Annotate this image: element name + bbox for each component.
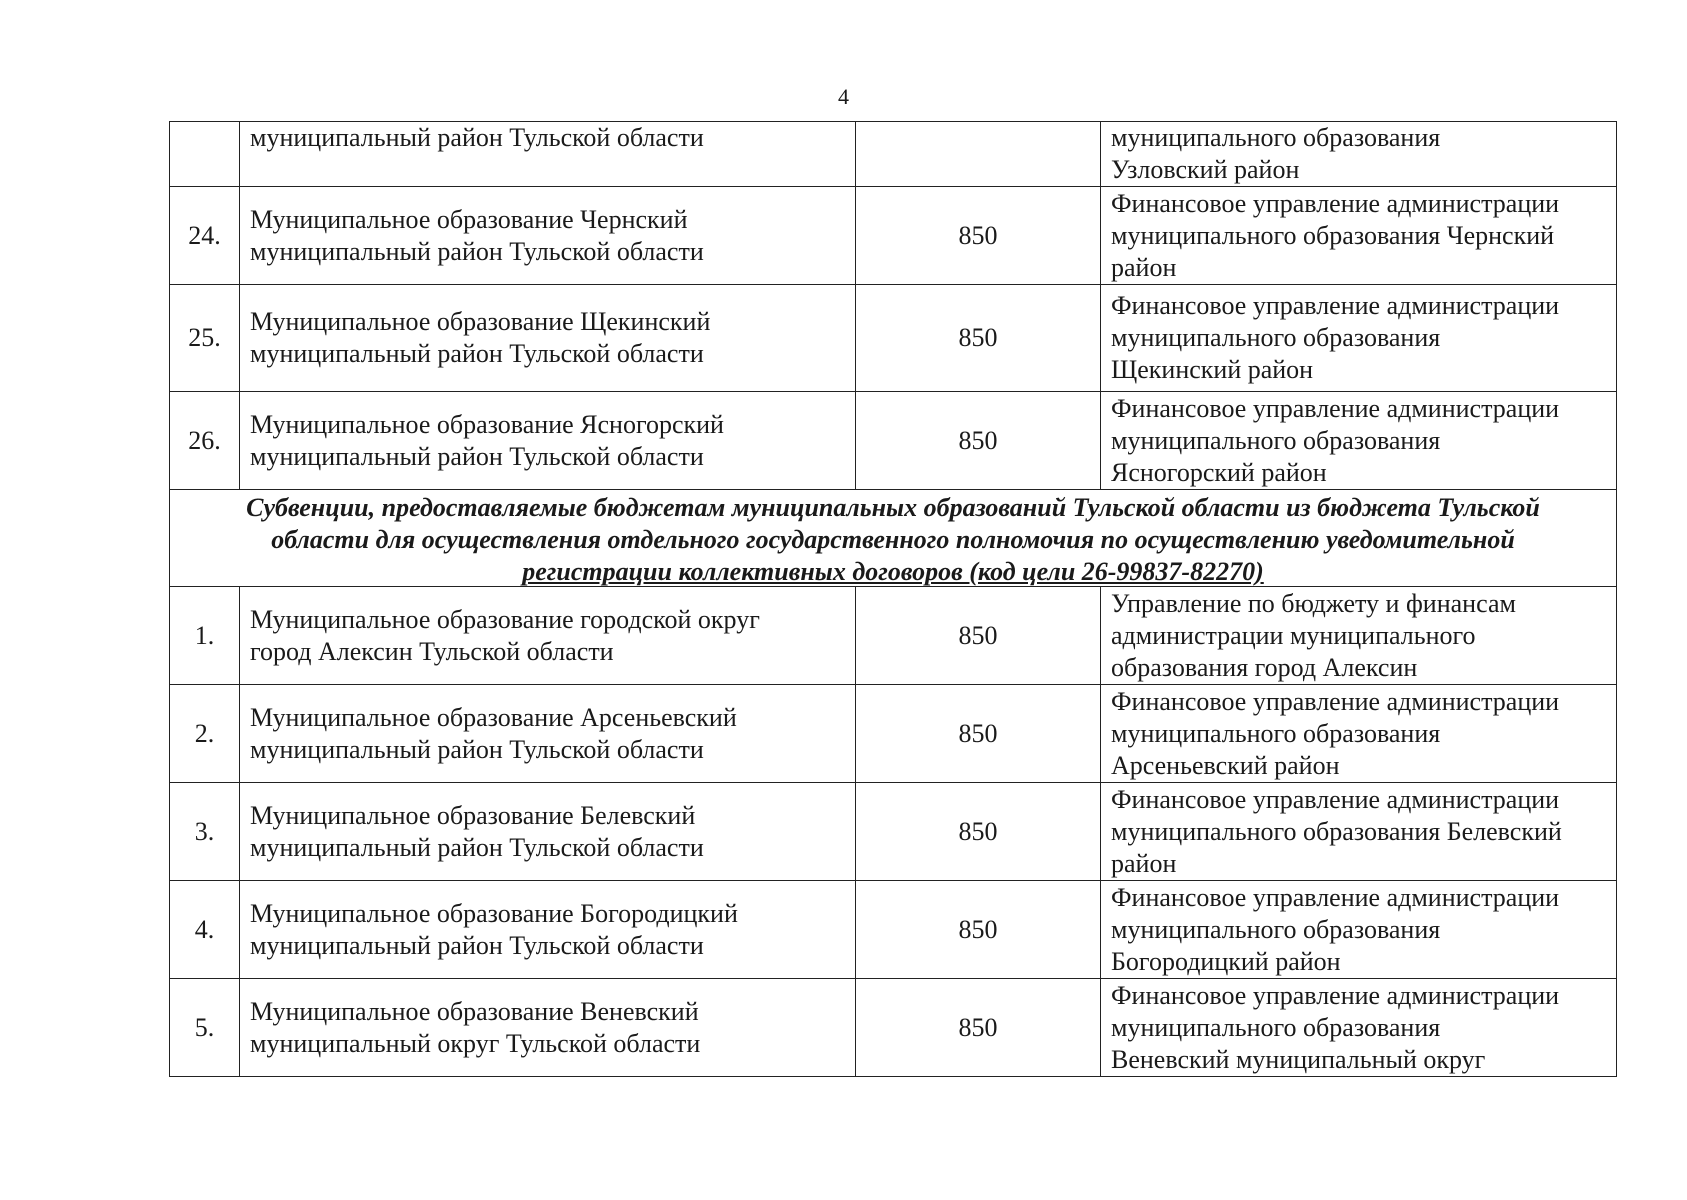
finance-authority: Управление по бюджету и финансам администрации муниципального образования город Алексин bbox=[1111, 588, 1516, 682]
municipality-name-cell bbox=[240, 392, 856, 489]
municipality-name: Муниципальное образование Богородицкий муниципальный район Тульской области bbox=[250, 898, 738, 960]
municipality-name-cell bbox=[240, 979, 856, 1076]
municipality-name: Муниципальное образование Веневский муниципальный округ Тульской области bbox=[250, 996, 701, 1058]
allocation-table bbox=[169, 121, 1617, 1077]
row-number-cell bbox=[170, 685, 240, 782]
finance-authority: Финансовое управление администрации муниципального образования Арсеньевский район bbox=[1111, 686, 1560, 780]
finance-authority-cell bbox=[1101, 122, 1616, 186]
row-number-cell bbox=[170, 122, 240, 186]
budget-code-cell bbox=[856, 979, 1101, 1076]
row-number-cell bbox=[170, 881, 240, 978]
budget-code-cell bbox=[856, 122, 1101, 186]
row-number: 1. bbox=[194, 620, 215, 650]
row-number: 2. bbox=[194, 718, 215, 748]
row-number: 5. bbox=[194, 1012, 215, 1042]
budget-code-cell bbox=[856, 881, 1101, 978]
municipality-name-cell bbox=[240, 881, 856, 978]
municipality-name: Муниципальное образование Ясногорский муниципальный район Тульской области bbox=[250, 409, 724, 471]
finance-authority: муниципального образования Узловский район bbox=[1111, 123, 1441, 184]
budget-code-cell bbox=[856, 392, 1101, 489]
section-header-line-3: регистрации коллективных договоров (код цели 26-99837-82270) bbox=[522, 557, 1264, 586]
municipality-name: Муниципальное образование Белевский муниципальный район Тульской области bbox=[250, 800, 704, 862]
table-row bbox=[169, 783, 1617, 881]
table-row bbox=[169, 392, 1617, 490]
municipality-name: Муниципальное образование Чернский муниципальный район Тульской области bbox=[250, 204, 704, 266]
budget-code-cell bbox=[856, 285, 1101, 391]
municipality-name-cell bbox=[240, 587, 856, 684]
rows-before-section bbox=[169, 121, 1617, 490]
municipality-name: Муниципальное образование городской округ город Алексин Тульской области bbox=[250, 604, 760, 666]
table-row bbox=[169, 881, 1617, 979]
finance-authority-cell bbox=[1101, 285, 1616, 391]
budget-code-cell bbox=[856, 783, 1101, 880]
row-number-cell bbox=[170, 392, 240, 489]
municipality-name-cell bbox=[240, 685, 856, 782]
budget-code: 850 bbox=[958, 816, 998, 846]
municipality-name-cell bbox=[240, 122, 856, 186]
finance-authority-cell bbox=[1101, 783, 1616, 880]
row-number-cell bbox=[170, 285, 240, 391]
budget-code: 850 bbox=[958, 914, 998, 944]
page-number: 4 bbox=[838, 84, 849, 109]
table-row bbox=[169, 685, 1617, 783]
budget-code-cell bbox=[856, 187, 1101, 284]
finance-authority-cell bbox=[1101, 979, 1616, 1076]
municipality-name: муниципальный район Тульской области bbox=[250, 123, 704, 152]
budget-code: 850 bbox=[958, 620, 998, 650]
row-number: 3. bbox=[194, 816, 215, 846]
section-header-line-1: Субвенции, предоставляемые бюджетам муниципальных образований Тульской области из бюджета Тульской bbox=[246, 493, 1540, 522]
row-number: 4. bbox=[194, 914, 215, 944]
finance-authority-cell bbox=[1101, 187, 1616, 284]
finance-authority: Финансовое управление администрации муниципального образования Чернский район bbox=[1111, 188, 1560, 282]
finance-authority: Финансовое управление администрации муниципального образования Белевский район bbox=[1111, 784, 1562, 878]
row-number: 24. bbox=[188, 220, 221, 250]
table-row bbox=[169, 121, 1617, 187]
finance-authority-cell bbox=[1101, 587, 1616, 684]
budget-code: 850 bbox=[958, 425, 998, 455]
budget-code: 850 bbox=[958, 1012, 998, 1042]
finance-authority: Финансовое управление администрации муниципального образования Ясногорский район bbox=[1111, 393, 1560, 487]
budget-code: 850 bbox=[958, 220, 998, 250]
finance-authority: Финансовое управление администрации муниципального образования Щекинский район bbox=[1111, 291, 1560, 384]
table-row bbox=[169, 979, 1617, 1077]
budget-code-cell bbox=[856, 685, 1101, 782]
budget-code: 850 bbox=[958, 323, 998, 352]
table-row bbox=[169, 587, 1617, 685]
finance-authority-cell bbox=[1101, 685, 1616, 782]
municipality-name: Муниципальное образование Арсеньевский муниципальный район Тульской области bbox=[250, 702, 737, 764]
finance-authority: Финансовое управление администрации муниципального образования Веневский муниципальный округ bbox=[1111, 980, 1560, 1074]
row-number-cell bbox=[170, 587, 240, 684]
section-header-line-2: области для осуществления отдельного государственного полномочия по осуществлению уведомительной bbox=[271, 525, 1515, 554]
row-number: 26. bbox=[188, 425, 221, 455]
row-number-cell bbox=[170, 783, 240, 880]
rows-after-section bbox=[169, 587, 1617, 1077]
finance-authority: Финансовое управление администрации муниципального образования Богородицкий район bbox=[1111, 882, 1560, 976]
section-header bbox=[169, 490, 1617, 587]
municipality-name: Муниципальное образование Щекинский муниципальный район Тульской области bbox=[250, 307, 711, 368]
municipality-name-cell bbox=[240, 187, 856, 284]
budget-code-cell bbox=[856, 587, 1101, 684]
finance-authority-cell bbox=[1101, 392, 1616, 489]
row-number-cell bbox=[170, 979, 240, 1076]
municipality-name-cell bbox=[240, 285, 856, 391]
municipality-name-cell bbox=[240, 783, 856, 880]
finance-authority-cell bbox=[1101, 881, 1616, 978]
budget-code: 850 bbox=[958, 718, 998, 748]
row-number: 25. bbox=[188, 323, 221, 352]
row-number-cell bbox=[170, 187, 240, 284]
table-row bbox=[169, 285, 1617, 392]
table-row bbox=[169, 187, 1617, 285]
